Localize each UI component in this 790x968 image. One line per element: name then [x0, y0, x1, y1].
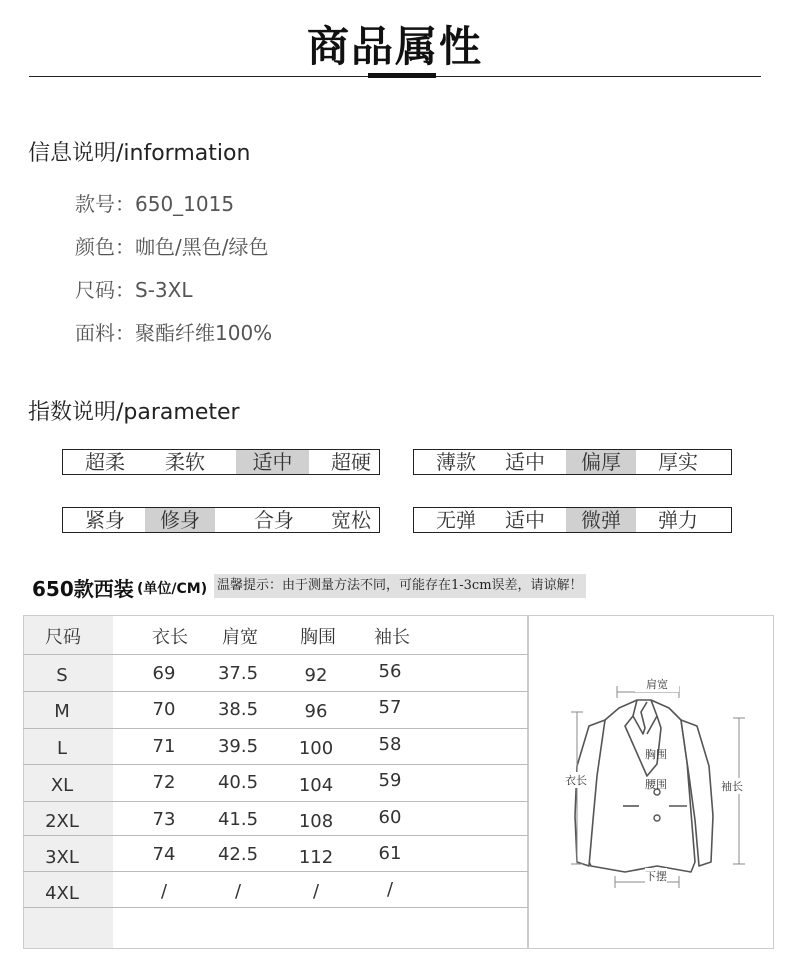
row-divider: [23, 654, 528, 655]
row-divider: [23, 801, 528, 802]
header-length: 衣长: [152, 627, 188, 648]
size-table-body: [23, 615, 528, 949]
thickness-scale: [413, 449, 732, 475]
fit-option: 紧身: [85, 508, 125, 532]
header-shoulder: 肩宽: [222, 627, 258, 648]
size-cell: S: [56, 665, 68, 686]
length-cell: 71: [152, 736, 176, 757]
row-divider: [23, 835, 528, 836]
softness-option: 超柔: [85, 450, 125, 474]
softness-option: 柔软: [165, 450, 205, 474]
info-fabric: 面料：聚酯纤维100%: [75, 321, 273, 345]
fit-option: 合身: [254, 508, 294, 532]
elasticity-option: 无弹: [436, 508, 476, 532]
shoulder-label: 肩宽: [635, 676, 679, 692]
size-cell: XL: [50, 775, 74, 796]
title-accent-bar: [368, 73, 436, 78]
chest-cell: /: [312, 881, 320, 902]
size-cell: 2XL: [45, 811, 79, 832]
size-table-unit: (单位/CM): [137, 581, 208, 597]
sleeve-cell: 56: [378, 661, 402, 682]
size-cell: M: [54, 701, 70, 722]
chest-cell: 92: [304, 665, 328, 686]
length-cell: 73: [152, 809, 176, 830]
length-cell: 69: [152, 663, 176, 684]
row-divider: [23, 907, 528, 908]
info-style-number: 款号：650_1015: [75, 192, 235, 216]
info-heading: 信息说明/information: [28, 141, 251, 166]
shoulder-cell: 38.5: [217, 699, 259, 720]
button-icon: [654, 815, 660, 821]
fit-scale: [62, 507, 380, 533]
header-sleeve: 袖长: [374, 627, 410, 648]
row-divider: [23, 691, 528, 692]
page-title: 商品属性: [306, 22, 483, 71]
fit-option: 宽松: [331, 508, 371, 532]
length-cell: 74: [152, 844, 176, 865]
size-table-title: 650款西装: [32, 577, 134, 601]
length-cell: 72: [152, 772, 176, 793]
header-chest: 胸围: [300, 627, 336, 648]
thickness-option: 适中: [505, 450, 545, 474]
shoulder-cell: 40.5: [217, 772, 259, 793]
shoulder-cell: /: [234, 881, 242, 902]
shoulder-cell: 39.5: [217, 736, 259, 757]
waist-label: 腰围: [645, 778, 667, 791]
row-divider: [23, 728, 528, 729]
sleeve-cell: 59: [378, 770, 402, 791]
sleeve-cell: 58: [378, 734, 402, 755]
chest-cell: 96: [304, 701, 328, 722]
row-divider: [23, 871, 528, 872]
softness-option-selected: 适中: [236, 450, 309, 474]
measurement-note: 温馨提示：由于测量方法不同，可能存在1-3cm误差，请谅解！: [214, 574, 586, 598]
sleeve-cell: 60: [378, 807, 402, 828]
sleeve-cell: /: [386, 879, 394, 900]
garment-diagram-panel: [528, 615, 774, 949]
thickness-option: 厚实: [658, 450, 698, 474]
chest-cell: 108: [298, 811, 334, 832]
length-cell: 70: [152, 699, 176, 720]
sleeve-label: 袖长: [721, 780, 743, 793]
sleeve-cell: 57: [378, 697, 402, 718]
size-cell: 4XL: [45, 883, 79, 904]
info-size: 尺码：S-3XL: [75, 278, 193, 302]
fit-option-selected: 修身: [145, 508, 215, 532]
elasticity-option: 弹力: [658, 508, 698, 532]
chest-label: 胸围: [645, 748, 667, 761]
hem-label: 下摆: [645, 870, 667, 883]
sleeve-cell: 61: [378, 843, 402, 864]
shoulder-cell: 37.5: [217, 663, 259, 684]
size-cell: 3XL: [45, 847, 79, 868]
header-size: 尺码: [45, 627, 81, 648]
chest-cell: 100: [298, 738, 334, 759]
elasticity-option: 适中: [505, 508, 545, 532]
shoulder-cell: 41.5: [217, 809, 259, 830]
elasticity-scale: [413, 507, 732, 533]
chest-cell: 112: [298, 847, 334, 868]
elasticity-option-selected: 微弹: [566, 508, 636, 532]
size-cell: L: [56, 738, 68, 759]
length-label: 衣长: [565, 774, 587, 787]
length-cell: /: [160, 881, 168, 902]
chest-cell: 104: [298, 775, 334, 796]
softness-option: 超硬: [331, 450, 371, 474]
thickness-option-selected: 偏厚: [566, 450, 636, 474]
row-divider: [23, 764, 528, 765]
thickness-option: 薄款: [436, 450, 476, 474]
softness-scale: [62, 449, 380, 475]
shoulder-cell: 42.5: [217, 844, 259, 865]
parameter-heading: 指数说明/parameter: [28, 400, 240, 425]
info-color: 颜色：咖色/黑色/绿色: [75, 235, 269, 259]
